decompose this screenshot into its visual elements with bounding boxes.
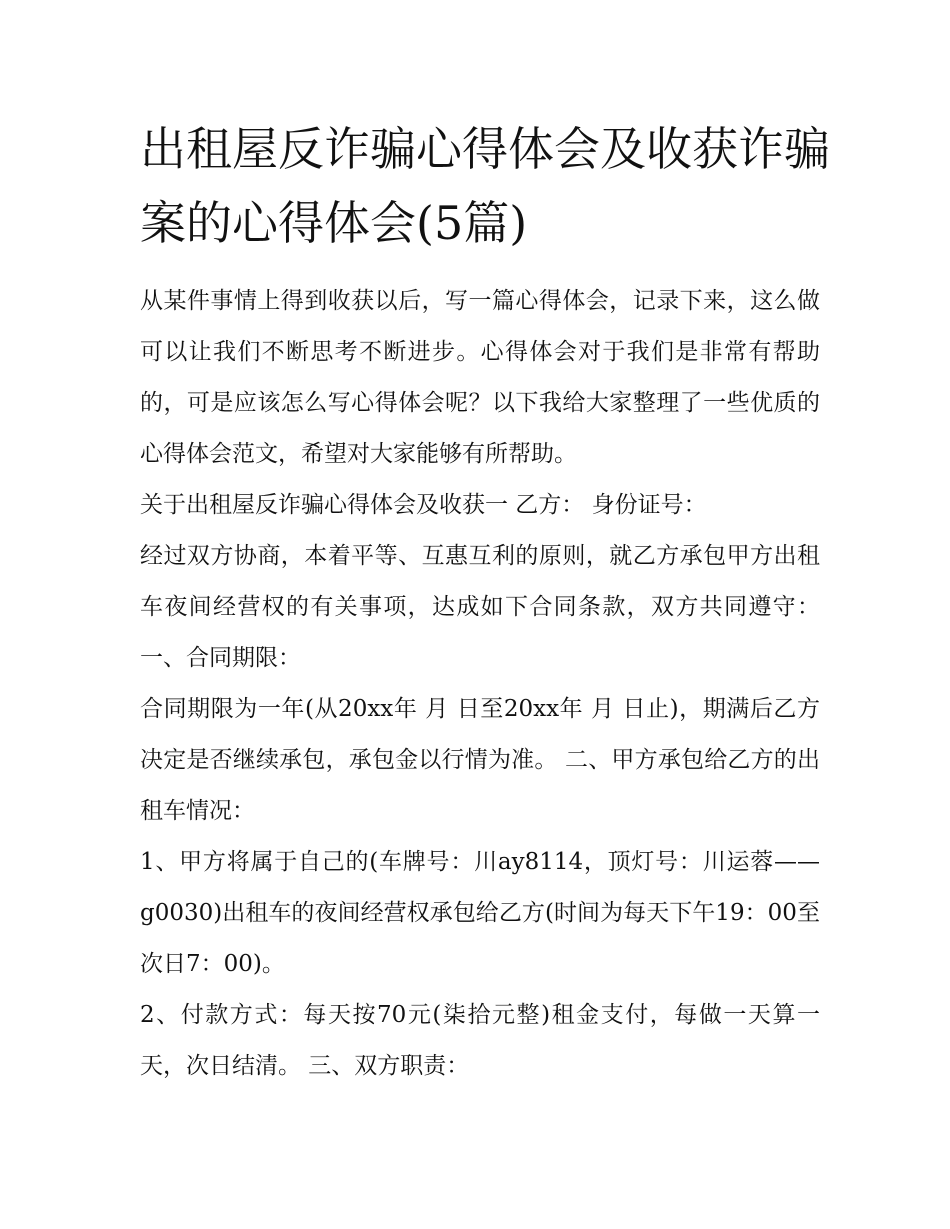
agreement-paragraph: 经过双方协商，本着平等、互惠互利的原则，就乙方承包甲方出租车夜间经营权的有关事项，达成如下合同条款，双方共同遵守： 一、合同期限：: [140, 543, 820, 671]
document-body: [140, 276, 820, 1092]
clause-1-paragraph: 1、甲方将属于自己的(车牌号：川ay8114，顶灯号：川运蓉——g0030)出租车的夜间经营权承包给乙方(时间为每天下午19：00至次日7：00)。: [140, 849, 820, 977]
document-title: 出租屋反诈骗心得体会及收获诈骗案的心得体会(5篇): [140, 122, 830, 250]
clause-2-paragraph: 2、付款方式：每天按70元(柒拾元整)租金支付，每做一天算一天，次日结清。 三、双方职责：: [140, 1002, 820, 1079]
contract-term-paragraph: 合同期限为一年(从20xx年 月 日至20xx年 月 日止)，期满后乙方决定是否继续承包，承包金以行情为准。 二、甲方承包给乙方的出租车情况：: [140, 696, 820, 824]
intro-paragraph: 从某件事情上得到收获以后，写一篇心得体会，记录下来，这么做可以让我们不断思考不断进步。心得体会对于我们是非常有帮助的，可是应该怎么写心得体会呢？以下我给大家整理了一些优质的心得体会范文，希望对大家能够有所帮助。: [140, 288, 820, 467]
section-heading-paragraph: 关于出租屋反诈骗心得体会及收获一 乙方： 身份证号：: [140, 492, 707, 518]
